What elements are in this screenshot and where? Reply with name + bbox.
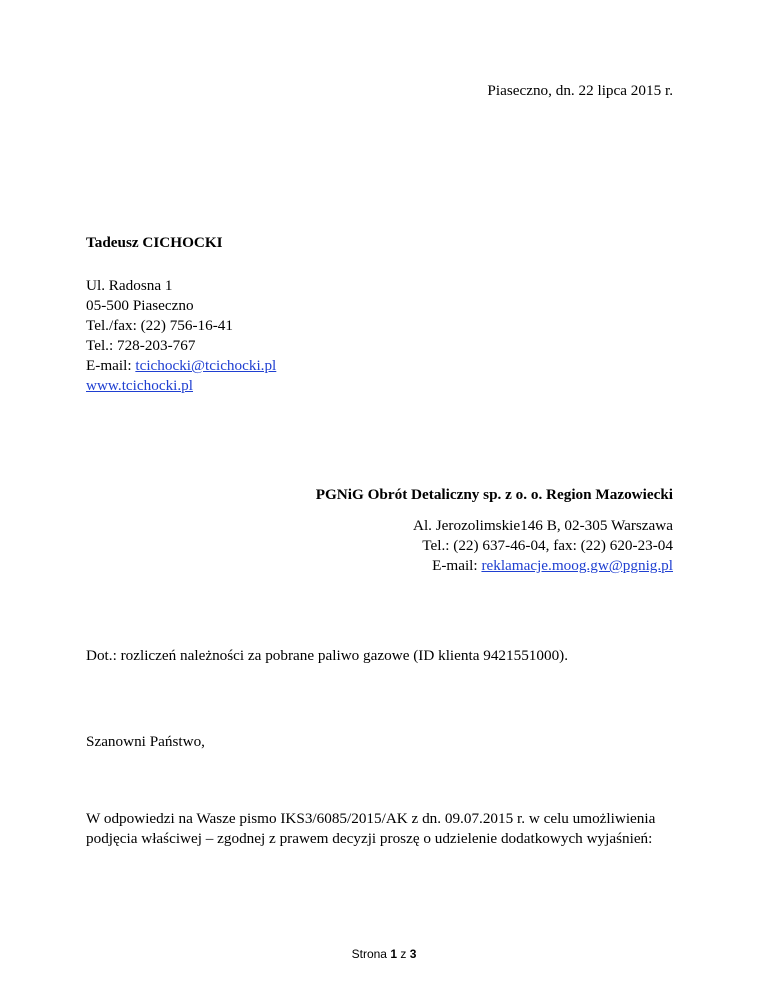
recipient-address: Al. Jerozolimskie146 B, 02-305 Warszawa xyxy=(412,517,673,534)
body-line-1: W odpowiedzi na Wasze pismo IKS3/6085/2015/AK z dn. 09.07.2015 r. w celu umożliwienia xyxy=(86,810,656,827)
sender-telfax: Tel./fax: (22) 756-16-41 xyxy=(86,317,233,334)
sender-email-label: E-mail: xyxy=(86,357,136,374)
sender-street: Ul. Radosna 1 xyxy=(86,277,173,294)
letter-greeting: Szanowni Państwo, xyxy=(86,733,205,750)
letter-subject: Dot.: rozliczeń należności za pobrane paliwo gazowe (ID klienta 9421551000). xyxy=(86,647,569,664)
page-current-number: 1 xyxy=(390,947,398,961)
sender-email-link[interactable]: tcichocki@tcichocki.pl xyxy=(135,357,277,374)
sender-city: 05-500 Piaseczno xyxy=(86,297,194,314)
recipient-email-label: E-mail: xyxy=(432,557,482,574)
sender-website-link[interactable]: www.tcichocki.pl xyxy=(86,377,193,394)
page-footer xyxy=(0,946,768,962)
recipient-address-block xyxy=(413,516,673,576)
letter-body xyxy=(86,809,655,849)
sender-website-line xyxy=(86,376,276,396)
sender-tel: Tel.: 728-203-767 xyxy=(86,337,196,354)
recipient-email-link[interactable]: reklamacje.moog.gw@pgnig.pl xyxy=(481,557,673,574)
page-separator: z xyxy=(397,947,410,961)
sender-address-block xyxy=(86,276,276,396)
sender-name: Tadeusz CICHOCKI xyxy=(86,234,223,251)
date-line: Piaseczno, dn. 22 lipca 2015 r. xyxy=(487,82,673,99)
recipient-name: PGNiG Obrót Detaliczny sp. z o. o. Region Mazowiecki xyxy=(315,486,673,503)
recipient-email-line xyxy=(413,556,673,576)
page-total-number: 3 xyxy=(409,947,417,961)
page-label: Strona xyxy=(351,947,391,961)
recipient-phones: Tel.: (22) 637-46-04, fax: (22) 620-23-04 xyxy=(422,537,673,554)
body-line-2: podjęcia właściwej – zgodnej z prawem decyzji proszę o udzielenie dodatkowych wyjaśnień: xyxy=(86,830,653,847)
sender-email-line xyxy=(86,356,276,376)
